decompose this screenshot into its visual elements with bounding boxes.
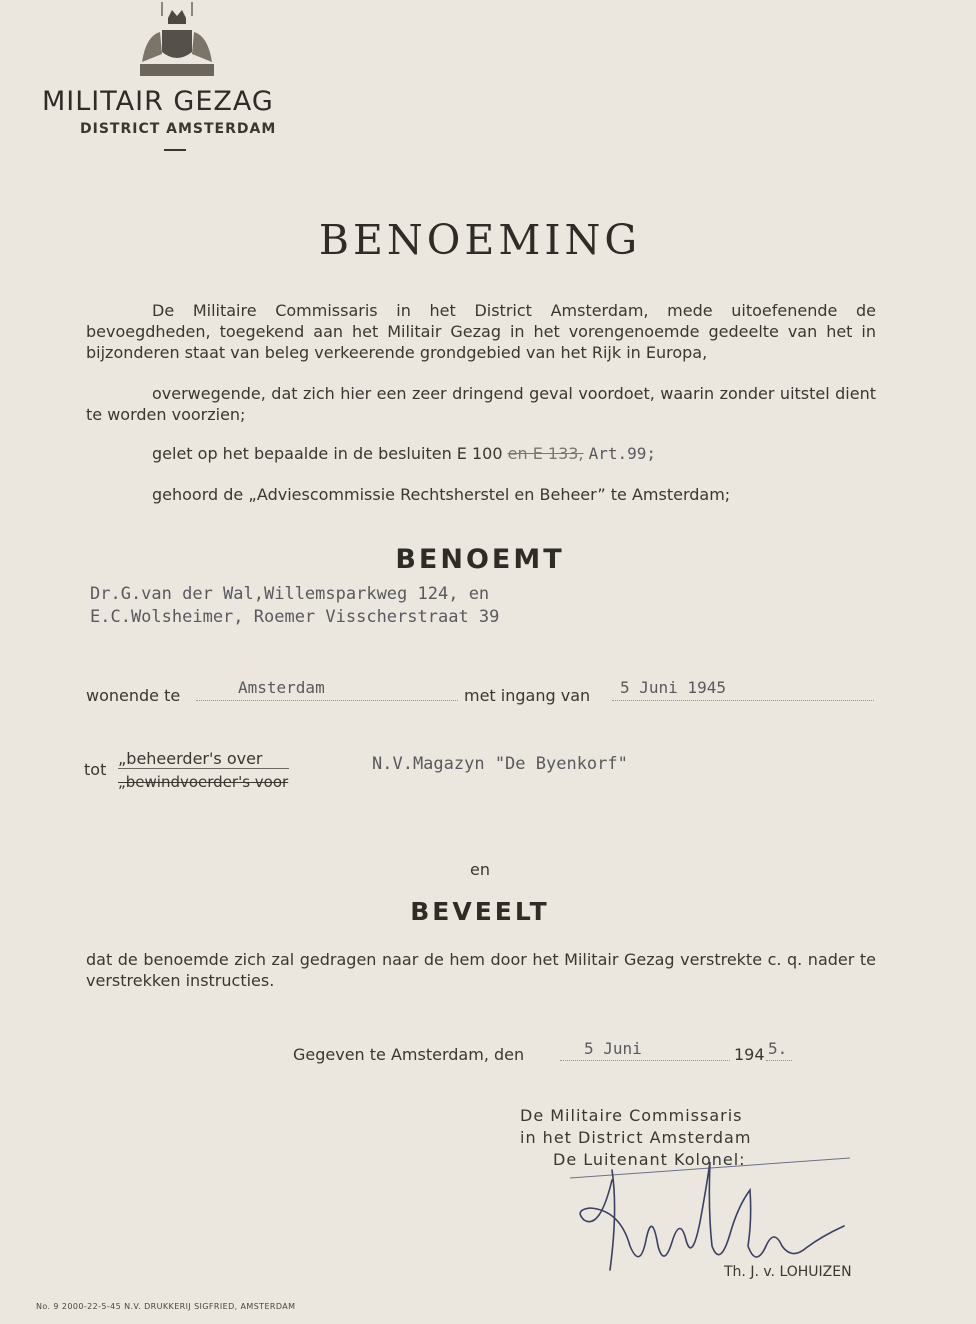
- start-date-value: 5 Juni 1945: [620, 678, 726, 697]
- signatory-line-3: De Luitenant Kolonel:: [553, 1150, 746, 1169]
- residence-field: [196, 680, 458, 701]
- regulations-typed-article: Art.99;: [588, 444, 657, 463]
- paragraph-considering: overwegende, dat zich hier een zeer dringend geval voordoet, waarin zonder uitstel dient te worden voorzien;: [86, 384, 876, 424]
- regulations-text: gelet op het bepaalde in de besluiten E 100: [152, 444, 503, 463]
- heading-benoemt: BENOEMT: [395, 544, 565, 575]
- paragraph-authority: De Militaire Commissaris in het District Amsterdam, mede uitoefenende de bevoegdheden, toegekend aan het Militair Gezag in het vorengenoemde gedeelte van het in bijzonderen staat van beleg verkeerende grondgebied van het Rijk in Europa,: [86, 301, 876, 362]
- company-name: N.V.Magazyn "De Byenkorf": [372, 754, 628, 774]
- letterhead-subtitle: DISTRICT AMSTERDAM: [80, 121, 277, 137]
- printer-note: No. 9 2000-22-5-45 N.V. DRUKKERIJ SIGFRIED, AMSTERDAM: [36, 1302, 296, 1311]
- conjunction-en: en: [470, 860, 490, 879]
- given-year-suffix: 5.: [768, 1039, 788, 1058]
- start-date-label: met ingang van: [464, 686, 591, 705]
- signatory-line-1: De Militaire Commissaris: [520, 1106, 743, 1125]
- regulations-struck-text: en E 133,: [507, 444, 584, 463]
- document-title: BENOEMING: [318, 216, 642, 264]
- given-year-field: [766, 1040, 792, 1061]
- given-at-text: Gegeven te Amsterdam, den: [293, 1045, 525, 1064]
- coat-of-arms-icon: [132, 2, 222, 82]
- start-date-field: [612, 680, 874, 701]
- paragraph-instruction: dat de benoemde zich zal gedragen naar de hem door het Militair Gezag verstrekte c. q. nader te verstrekken instructies.: [86, 950, 876, 990]
- paragraph-regulations: [152, 444, 656, 463]
- letterhead-divider: [164, 149, 186, 151]
- role-tot-label: tot: [84, 760, 107, 779]
- role-option-administrator: „beheerder's over: [118, 749, 289, 769]
- signatory-line-2: in het District Amsterdam: [520, 1128, 752, 1147]
- given-date-value: 5 Juni: [584, 1039, 642, 1058]
- letterhead-title: MILITAIR GEZAG: [42, 86, 274, 117]
- paragraph-advisory: gehoord de „Adviescommissie Rechtsherstel en Beheer” te Amsterdam;: [152, 485, 731, 504]
- given-year-prefix: 194: [734, 1045, 765, 1064]
- signatory-name: Th. J. v. LOHUIZEN: [724, 1264, 852, 1280]
- role-option-trustee-struck: „bewindvoerder's voor: [118, 773, 289, 791]
- residence-label: wonende te: [86, 686, 181, 705]
- heading-beveelt: BEVEELT: [410, 897, 550, 926]
- appointee-line-1: Dr.G.van der Wal,Willemsparkweg 124, en: [90, 584, 490, 604]
- residence-value: Amsterdam: [238, 678, 325, 697]
- given-date-field: [560, 1040, 730, 1061]
- appointee-line-2: E.C.Wolsheimer, Roemer Visscherstraat 39: [90, 607, 500, 627]
